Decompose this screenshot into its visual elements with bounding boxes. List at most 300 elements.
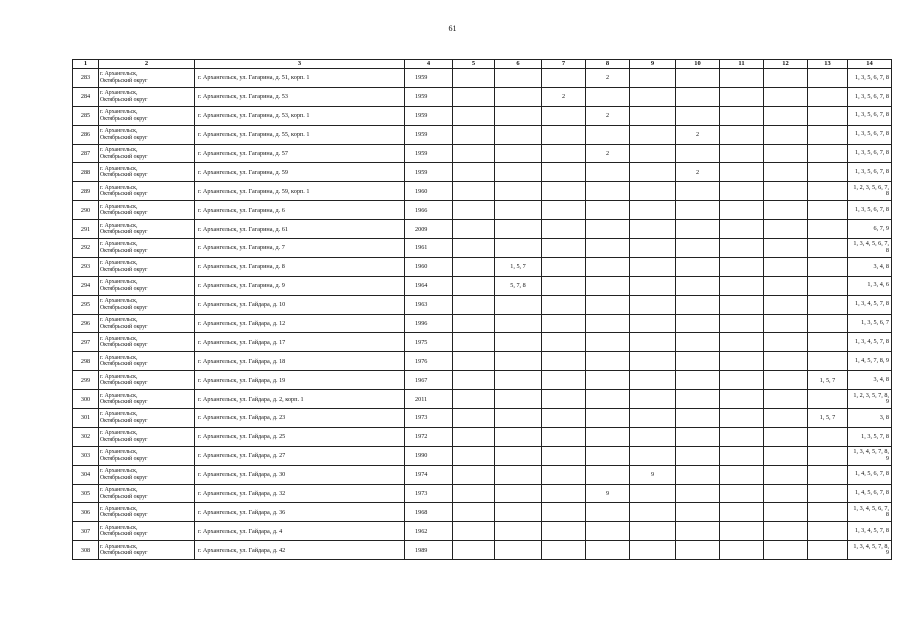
col-13-cell <box>808 163 848 182</box>
col-13-cell <box>808 295 848 314</box>
col-5-cell <box>453 352 495 371</box>
col-13-cell <box>808 314 848 333</box>
col-13-cell: 1, 5, 7 <box>808 371 848 390</box>
col-7-cell <box>542 125 586 144</box>
district-cell: г. Архангельск, Октябрьский округ <box>99 295 195 314</box>
year-cell: 1959 <box>405 87 453 106</box>
col-7-cell <box>542 465 586 484</box>
table-row <box>73 144 892 163</box>
col-10-cell <box>676 239 720 258</box>
col-14-cell: 1, 3, 5, 6, 7, 8 <box>848 106 892 125</box>
col-13-cell <box>808 106 848 125</box>
col-6-cell <box>495 295 542 314</box>
col-5-cell <box>453 465 495 484</box>
col-7-cell <box>542 201 586 220</box>
year-cell: 1959 <box>405 144 453 163</box>
district-cell: г. Архангельск, Октябрьский округ <box>99 69 195 88</box>
col-6-cell <box>495 371 542 390</box>
row-number: 297 <box>73 333 99 352</box>
col-14-cell: 1, 3, 5, 6, 7, 8 <box>848 163 892 182</box>
row-number: 292 <box>73 239 99 258</box>
col-13-cell <box>808 125 848 144</box>
col-12-cell <box>764 295 808 314</box>
col-9-cell <box>630 522 676 541</box>
table-row <box>73 446 892 465</box>
col-10-cell <box>676 87 720 106</box>
table-header <box>73 60 892 69</box>
col-13-cell <box>808 144 848 163</box>
column-header-4: 4 <box>405 60 453 69</box>
row-number: 301 <box>73 409 99 428</box>
year-cell: 1975 <box>405 333 453 352</box>
col-6-cell: 1, 5, 7 <box>495 257 542 276</box>
row-number: 286 <box>73 125 99 144</box>
col-7-cell <box>542 314 586 333</box>
col-12-cell <box>764 446 808 465</box>
col-14-cell: 1, 3, 4, 5, 7, 8 <box>848 333 892 352</box>
col-14-cell: 1, 3, 5, 6, 7, 8 <box>848 144 892 163</box>
col-11-cell <box>720 484 764 503</box>
district-cell: г. Архангельск, Октябрьский округ <box>99 314 195 333</box>
col-13-cell <box>808 220 848 239</box>
year-cell: 1961 <box>405 239 453 258</box>
table-row <box>73 106 892 125</box>
column-header-13: 13 <box>808 60 848 69</box>
col-14-cell: 1, 4, 5, 6, 7, 8 <box>848 465 892 484</box>
col-10-cell <box>676 314 720 333</box>
year-cell: 1962 <box>405 522 453 541</box>
col-6-cell <box>495 427 542 446</box>
col-13-cell <box>808 69 848 88</box>
col-11-cell <box>720 409 764 428</box>
col-12-cell <box>764 390 808 409</box>
col-8-cell <box>586 125 630 144</box>
col-12-cell <box>764 125 808 144</box>
address-cell: г. Архангельск, ул. Гагарина, д. 55, корп. 1 <box>195 125 405 144</box>
col-8-cell <box>586 314 630 333</box>
col-9-cell <box>630 484 676 503</box>
col-13-cell <box>808 276 848 295</box>
table-row <box>73 390 892 409</box>
row-number: 296 <box>73 314 99 333</box>
district-cell: г. Архангельск, Октябрьский округ <box>99 87 195 106</box>
col-12-cell <box>764 87 808 106</box>
col-6-cell <box>495 522 542 541</box>
col-9-cell <box>630 390 676 409</box>
row-number: 302 <box>73 427 99 446</box>
col-9-cell <box>630 69 676 88</box>
col-14-cell: 1, 2, 3, 5, 6, 7, 8 <box>848 182 892 201</box>
row-number: 299 <box>73 371 99 390</box>
year-cell: 1974 <box>405 465 453 484</box>
col-8-cell <box>586 87 630 106</box>
table-row <box>73 69 892 88</box>
table-row <box>73 276 892 295</box>
col-11-cell <box>720 427 764 446</box>
col-6-cell <box>495 409 542 428</box>
col-10-cell <box>676 352 720 371</box>
col-11-cell <box>720 541 764 560</box>
district-cell: г. Архангельск, Октябрьский округ <box>99 125 195 144</box>
col-11-cell <box>720 257 764 276</box>
district-cell: г. Архангельск, Октябрьский округ <box>99 465 195 484</box>
col-5-cell <box>453 69 495 88</box>
header-row <box>73 60 892 69</box>
col-8-cell: 2 <box>586 106 630 125</box>
col-6-cell <box>495 541 542 560</box>
year-cell: 1959 <box>405 69 453 88</box>
col-9-cell: 9 <box>630 465 676 484</box>
col-12-cell <box>764 333 808 352</box>
col-7-cell <box>542 69 586 88</box>
column-header-14: 14 <box>848 60 892 69</box>
col-5-cell <box>453 106 495 125</box>
row-number: 304 <box>73 465 99 484</box>
row-number: 283 <box>73 69 99 88</box>
district-cell: г. Архангельск, Октябрьский округ <box>99 371 195 390</box>
row-number: 294 <box>73 276 99 295</box>
col-8-cell <box>586 352 630 371</box>
district-cell: г. Архангельск, Октябрьский округ <box>99 503 195 522</box>
col-13-cell <box>808 333 848 352</box>
col-7-cell <box>542 182 586 201</box>
address-cell: г. Архангельск, ул. Гагарина, д. 9 <box>195 276 405 295</box>
table-row <box>73 333 892 352</box>
col-7-cell <box>542 503 586 522</box>
col-11-cell <box>720 201 764 220</box>
col-13-cell <box>808 484 848 503</box>
district-cell: г. Архангельск, Октябрьский округ <box>99 427 195 446</box>
district-cell: г. Архангельск, Октябрьский округ <box>99 144 195 163</box>
col-8-cell <box>586 503 630 522</box>
col-11-cell <box>720 314 764 333</box>
row-number: 287 <box>73 144 99 163</box>
col-12-cell <box>764 182 808 201</box>
row-number: 300 <box>73 390 99 409</box>
col-13-cell <box>808 182 848 201</box>
col-11-cell <box>720 144 764 163</box>
col-13-cell <box>808 446 848 465</box>
col-13-cell <box>808 87 848 106</box>
col-9-cell <box>630 295 676 314</box>
column-header-12: 12 <box>764 60 808 69</box>
col-11-cell <box>720 69 764 88</box>
col-7-cell <box>542 276 586 295</box>
column-header-11: 11 <box>720 60 764 69</box>
col-9-cell <box>630 352 676 371</box>
col-7-cell <box>542 220 586 239</box>
col-10-cell <box>676 182 720 201</box>
col-8-cell: 2 <box>586 144 630 163</box>
col-11-cell <box>720 87 764 106</box>
col-9-cell <box>630 276 676 295</box>
table-row <box>73 182 892 201</box>
col-9-cell <box>630 333 676 352</box>
district-cell: г. Архангельск, Октябрьский округ <box>99 484 195 503</box>
col-8-cell <box>586 257 630 276</box>
col-6-cell <box>495 503 542 522</box>
col-14-cell: 1, 3, 5, 6, 7 <box>848 314 892 333</box>
address-cell: г. Архангельск, ул. Гагарина, д. 59 <box>195 163 405 182</box>
col-14-cell: 1, 3, 4, 6 <box>848 276 892 295</box>
address-cell: г. Архангельск, ул. Гайдара, д. 2, корп. 1 <box>195 390 405 409</box>
col-14-cell: 1, 4, 5, 7, 8, 9 <box>848 352 892 371</box>
col-9-cell <box>630 201 676 220</box>
col-8-cell <box>586 446 630 465</box>
col-11-cell <box>720 276 764 295</box>
col-11-cell <box>720 182 764 201</box>
col-11-cell <box>720 295 764 314</box>
col-5-cell <box>453 182 495 201</box>
year-cell: 1964 <box>405 276 453 295</box>
col-14-cell: 1, 3, 4, 5, 6, 7, 8 <box>848 239 892 258</box>
year-cell: 1959 <box>405 106 453 125</box>
table-row <box>73 409 892 428</box>
col-12-cell <box>764 106 808 125</box>
col-9-cell <box>630 125 676 144</box>
col-12-cell <box>764 276 808 295</box>
column-header-2: 2 <box>99 60 195 69</box>
table-row <box>73 125 892 144</box>
col-6-cell <box>495 69 542 88</box>
column-header-9: 9 <box>630 60 676 69</box>
col-12-cell <box>764 220 808 239</box>
col-11-cell <box>720 522 764 541</box>
col-7-cell: 2 <box>542 87 586 106</box>
col-5-cell <box>453 163 495 182</box>
col-10-cell <box>676 69 720 88</box>
col-5-cell <box>453 522 495 541</box>
col-7-cell <box>542 371 586 390</box>
col-6-cell <box>495 446 542 465</box>
table-row <box>73 522 892 541</box>
address-cell: г. Архангельск, ул. Гайдара, д. 19 <box>195 371 405 390</box>
col-5-cell <box>453 503 495 522</box>
col-6-cell <box>495 201 542 220</box>
col-6-cell <box>495 465 542 484</box>
col-13-cell: 1, 5, 7 <box>808 409 848 428</box>
col-10-cell <box>676 446 720 465</box>
address-cell: г. Архангельск, ул. Гагарина, д. 57 <box>195 144 405 163</box>
table-row <box>73 371 892 390</box>
col-6-cell <box>495 220 542 239</box>
district-cell: г. Архангельск, Октябрьский округ <box>99 409 195 428</box>
col-12-cell <box>764 239 808 258</box>
row-number: 306 <box>73 503 99 522</box>
year-cell: 1990 <box>405 446 453 465</box>
table-row <box>73 239 892 258</box>
col-14-cell: 6, 7, 9 <box>848 220 892 239</box>
col-10-cell <box>676 257 720 276</box>
col-11-cell <box>720 220 764 239</box>
col-11-cell <box>720 390 764 409</box>
row-number: 291 <box>73 220 99 239</box>
col-7-cell <box>542 409 586 428</box>
col-13-cell <box>808 390 848 409</box>
year-cell: 1960 <box>405 257 453 276</box>
col-8-cell <box>586 522 630 541</box>
col-10-cell <box>676 106 720 125</box>
district-cell: г. Архангельск, Октябрьский округ <box>99 541 195 560</box>
col-8-cell <box>586 465 630 484</box>
table-row <box>73 503 892 522</box>
col-6-cell <box>495 352 542 371</box>
address-cell: г. Архангельск, ул. Гагарина, д. 59, корп. 1 <box>195 182 405 201</box>
col-10-cell <box>676 503 720 522</box>
address-cell: г. Архангельск, ул. Гагарина, д. 7 <box>195 239 405 258</box>
col-10-cell <box>676 220 720 239</box>
col-10-cell <box>676 371 720 390</box>
col-13-cell <box>808 201 848 220</box>
col-5-cell <box>453 201 495 220</box>
col-14-cell: 3, 4, 8 <box>848 257 892 276</box>
col-9-cell <box>630 87 676 106</box>
col-11-cell <box>720 371 764 390</box>
col-7-cell <box>542 295 586 314</box>
col-8-cell <box>586 333 630 352</box>
col-6-cell <box>495 239 542 258</box>
col-8-cell <box>586 427 630 446</box>
col-6-cell <box>495 163 542 182</box>
row-number: 285 <box>73 106 99 125</box>
col-7-cell <box>542 390 586 409</box>
page-number: 61 <box>448 24 457 33</box>
column-header-3: 3 <box>195 60 405 69</box>
address-cell: г. Архангельск, ул. Гагарина, д. 6 <box>195 201 405 220</box>
col-12-cell <box>764 352 808 371</box>
table-row <box>73 541 892 560</box>
col-5-cell <box>453 144 495 163</box>
col-14-cell: 3, 4, 8 <box>848 371 892 390</box>
row-number: 303 <box>73 446 99 465</box>
col-9-cell <box>630 144 676 163</box>
year-cell: 1959 <box>405 163 453 182</box>
col-14-cell: 1, 2, 3, 5, 7, 8, 9 <box>848 390 892 409</box>
col-12-cell <box>764 427 808 446</box>
col-11-cell <box>720 333 764 352</box>
district-cell: г. Архангельск, Октябрьский округ <box>99 201 195 220</box>
col-14-cell: 1, 3, 4, 5, 7, 8, 9 <box>848 541 892 560</box>
col-12-cell <box>764 163 808 182</box>
col-7-cell <box>542 333 586 352</box>
col-6-cell <box>495 125 542 144</box>
col-8-cell <box>586 276 630 295</box>
col-12-cell <box>764 144 808 163</box>
table-row <box>73 201 892 220</box>
row-number: 308 <box>73 541 99 560</box>
col-5-cell <box>453 125 495 144</box>
col-5-cell <box>453 446 495 465</box>
row-number: 293 <box>73 257 99 276</box>
col-5-cell <box>453 484 495 503</box>
table-row <box>73 465 892 484</box>
col-10-cell <box>676 333 720 352</box>
col-10-cell <box>676 295 720 314</box>
table-row <box>73 352 892 371</box>
col-5-cell <box>453 295 495 314</box>
col-7-cell <box>542 144 586 163</box>
row-number: 307 <box>73 522 99 541</box>
col-5-cell <box>453 276 495 295</box>
col-11-cell <box>720 352 764 371</box>
year-cell: 1963 <box>405 295 453 314</box>
col-13-cell <box>808 239 848 258</box>
district-cell: г. Архангельск, Октябрьский округ <box>99 522 195 541</box>
row-number: 290 <box>73 201 99 220</box>
col-8-cell <box>586 390 630 409</box>
col-12-cell <box>764 409 808 428</box>
col-8-cell <box>586 409 630 428</box>
col-6-cell <box>495 87 542 106</box>
col-7-cell <box>542 541 586 560</box>
address-cell: г. Архангельск, ул. Гагарина, д. 8 <box>195 257 405 276</box>
col-9-cell <box>630 106 676 125</box>
col-11-cell <box>720 465 764 484</box>
district-cell: г. Архангельск, Октябрьский округ <box>99 333 195 352</box>
col-5-cell <box>453 427 495 446</box>
col-13-cell <box>808 352 848 371</box>
col-5-cell <box>453 333 495 352</box>
col-14-cell: 1, 3, 5, 6, 7, 8 <box>848 201 892 220</box>
col-7-cell <box>542 446 586 465</box>
col-12-cell <box>764 371 808 390</box>
col-8-cell <box>586 239 630 258</box>
col-14-cell: 1, 3, 5, 6, 7, 8 <box>848 125 892 144</box>
col-12-cell <box>764 522 808 541</box>
col-9-cell <box>630 541 676 560</box>
col-6-cell <box>495 390 542 409</box>
district-cell: г. Архангельск, Октябрьский округ <box>99 239 195 258</box>
col-12-cell <box>764 257 808 276</box>
col-14-cell: 1, 3, 4, 5, 6, 7, 8 <box>848 503 892 522</box>
col-9-cell <box>630 446 676 465</box>
district-cell: г. Архангельск, Октябрьский округ <box>99 182 195 201</box>
address-cell: г. Архангельск, ул. Гагарина, д. 53, корп. 1 <box>195 106 405 125</box>
district-cell: г. Архангельск, Октябрьский округ <box>99 163 195 182</box>
col-12-cell <box>764 484 808 503</box>
buildings-table <box>72 59 892 560</box>
col-11-cell <box>720 106 764 125</box>
col-8-cell <box>586 541 630 560</box>
col-6-cell <box>495 333 542 352</box>
col-9-cell <box>630 220 676 239</box>
col-6-cell: 5, 7, 8 <box>495 276 542 295</box>
year-cell: 2009 <box>405 220 453 239</box>
table-row <box>73 257 892 276</box>
col-14-cell: 1, 3, 4, 5, 7, 8, 9 <box>848 446 892 465</box>
col-7-cell <box>542 163 586 182</box>
address-cell: г. Архангельск, ул. Гайдара, д. 4 <box>195 522 405 541</box>
col-7-cell <box>542 522 586 541</box>
col-9-cell <box>630 239 676 258</box>
col-12-cell <box>764 201 808 220</box>
col-11-cell <box>720 239 764 258</box>
column-header-7: 7 <box>542 60 586 69</box>
row-number: 284 <box>73 87 99 106</box>
col-9-cell <box>630 314 676 333</box>
col-8-cell: 9 <box>586 484 630 503</box>
col-13-cell <box>808 427 848 446</box>
col-10-cell <box>676 409 720 428</box>
col-12-cell <box>764 465 808 484</box>
col-6-cell <box>495 144 542 163</box>
col-6-cell <box>495 314 542 333</box>
col-8-cell <box>586 295 630 314</box>
col-10-cell <box>676 390 720 409</box>
column-header-10: 10 <box>676 60 720 69</box>
col-10-cell <box>676 201 720 220</box>
table-row <box>73 484 892 503</box>
